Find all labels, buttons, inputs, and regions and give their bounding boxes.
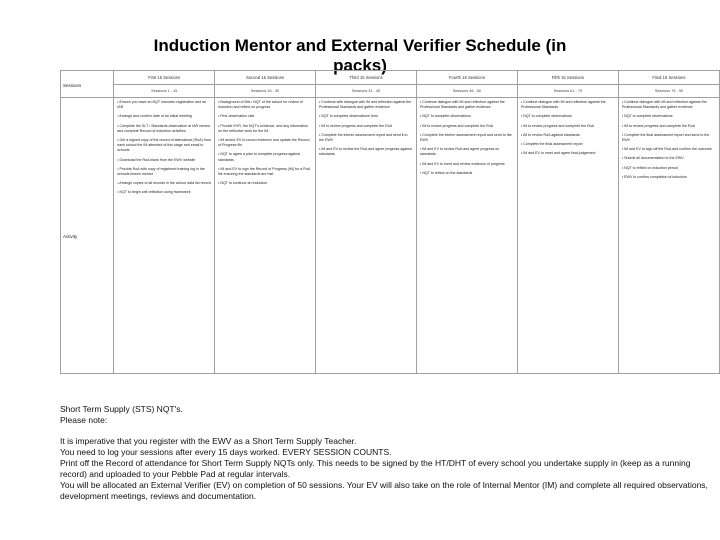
activity-item: • Arrange and confirm date of an initial meeting [117,114,192,119]
page-title: Induction Mentor and External Verifier Schedule (in packs) [153,36,567,75]
column-header-row [61,71,720,85]
activity-item: • NQT to reflect on the standards [419,170,473,175]
activity-item: • First observation visit [218,114,255,119]
activity-cell [517,98,618,374]
notes-line: You need to log your sessions after every 15 days worked. EVERY SESSION COUNTS. [60,447,392,457]
column-header: Fourth 15 Sessions [416,71,517,85]
activity-item: • IM to review progress and complete the RoA [621,123,696,128]
activity-item: • NQT to agree a plan to complete progress against standards [218,152,300,162]
activity-item: • Get a signed copy of the record of attendance (RoA) from each school the IM attended of this stage and email to schools [117,138,211,153]
column-header: Third 15 Sessions [315,71,416,85]
activity-item: • Download the RoA blank from the EWV website [117,157,196,162]
activity-item: • Continue dialogue with IM and reflection against the Professional Standards [520,100,606,110]
activity-item: • NQT to reflect on induction period [621,165,678,170]
notes-line: It is imperative that you register with the EWV as a Short Term Supply Teacher. [60,436,357,446]
notes-subheading: Please note: [60,415,108,425]
activity-item: • IM to review RoA against standards [520,132,580,137]
activity-cell [215,98,316,374]
activity-item: • Complete the interim assessment report and send to the EWV [419,132,512,143]
activity-item: • IM and EV to sign the Record of Progress (IM) for a RoA file ensuring the standards are met [218,166,311,177]
activity-item: • IM and EV to meet and agree final judgement [520,151,596,156]
activity-item: • Complete the final assessment report and send to the EWV [621,132,710,143]
activity-cell [618,98,719,374]
activity-item: • Complete the SLT / Standards observation at IAR mentor and complete Record of Induction activities [117,123,211,133]
session-range-row [61,85,720,98]
row-label-activity: Activity [61,98,114,374]
session-range: Sessions 1 - 15 [114,85,215,98]
activity-item: • Continue dialogue with IM and reflection against the Professional Standards and gather evidence [621,100,707,110]
activity-item: • IM and/or EV to record evidence and update the Record of Progress file [218,138,310,148]
activity-item: • IM and EV to review the RoA and agree progress against standards [318,147,412,157]
column-header: First 15 Sessions [114,71,215,85]
activity-item: • Continue with dialogue with IM and reflection against the Professional Standards and gather evidence [318,100,412,110]
activity-item: • Background of IMs / NQT of the school for review of induction and reflect on progress [218,100,303,110]
sts-notes [60,404,710,502]
row-label-sessions: Sessions [61,71,114,98]
session-range: Sessions 31 - 45 [315,85,416,98]
activity-item: • NQT to complete observations [520,114,572,119]
activity-item: • Arrange copies of all records in the school data list record [117,181,211,186]
notes-line: You will be allocated an External Verifier (EV) on completion of 50 sessions. Your EV will also take on the role of Internal Mentor (IM) and complete all required observations, development meetings, reviews and documentation. [60,480,708,501]
notes-line: Print off the Record of attendance for Short Term Supply NQTs only. This needs to be signed by the HT/DHT of every school you undertake supply in (keep as a running record) and uploaded to your Pebble Pad at regular intervals. [60,458,691,479]
activity-item: • Complete the interim assessment report and send it to the EWV [318,132,408,143]
activity-cell [114,98,215,374]
activity-item: • IM and EV to meet and review evidence of progress [419,161,505,166]
activity-item: • Complete the final assessment report [520,142,583,147]
activity-item: • Provide RoA with copy of registered training log in the schools lesson mentor [117,166,205,177]
activity-item: • Ensure you have an NQT induction registration and an IAR [117,100,207,110]
activity-item: • NQT to complete observations form [318,114,378,119]
activity-item: • Submit all documentation to the EWV [621,156,684,161]
activity-item: • Continue dialogue with IM and reflection against the Professional Standards and gather evidence [419,100,505,110]
activity-cell [315,98,416,374]
session-range: Sessions 46 - 60 [416,85,517,98]
schedule-table [60,70,720,374]
activity-item: • IM and EV to sign off the RoA and confirm the outcome [621,147,712,152]
column-header: Second 15 Sessions [215,71,316,85]
activity-item: • NQT to complete observations [621,114,673,119]
activity-item: • Provide EVR, the NQT's evidence, and any information on the reflective work for the IM [218,123,308,133]
activity-item: • NQT to begin self-reflection using framework [117,190,191,195]
activity-row [61,98,720,374]
activity-item: • IM to review progress and complete the RoA [318,123,393,128]
notes-heading: Short Term Supply (STS) NQT's. [60,404,183,414]
session-range: Sessions 61 - 75 [517,85,618,98]
activity-item: • IM and EV to review RoA and agree progress on standards [419,147,500,157]
activity-item: • NQT to complete observations [419,114,471,119]
activity-item: • IM to review progress and complete the RoA [419,123,494,128]
activity-item: • EWV to confirm completion of induction [621,174,687,179]
activity-item: • IM to review progress and complete the RoA [520,123,595,128]
activity-cell [416,98,517,374]
column-header: Final 15 Sessions [618,71,719,85]
column-header: Fifth 15 Sessions [517,71,618,85]
activity-item: • NQT to continue an Induction [218,181,268,186]
session-range: Sessions 76 - 90 [618,85,719,98]
session-range: Sessions 16 - 30 [215,85,316,98]
